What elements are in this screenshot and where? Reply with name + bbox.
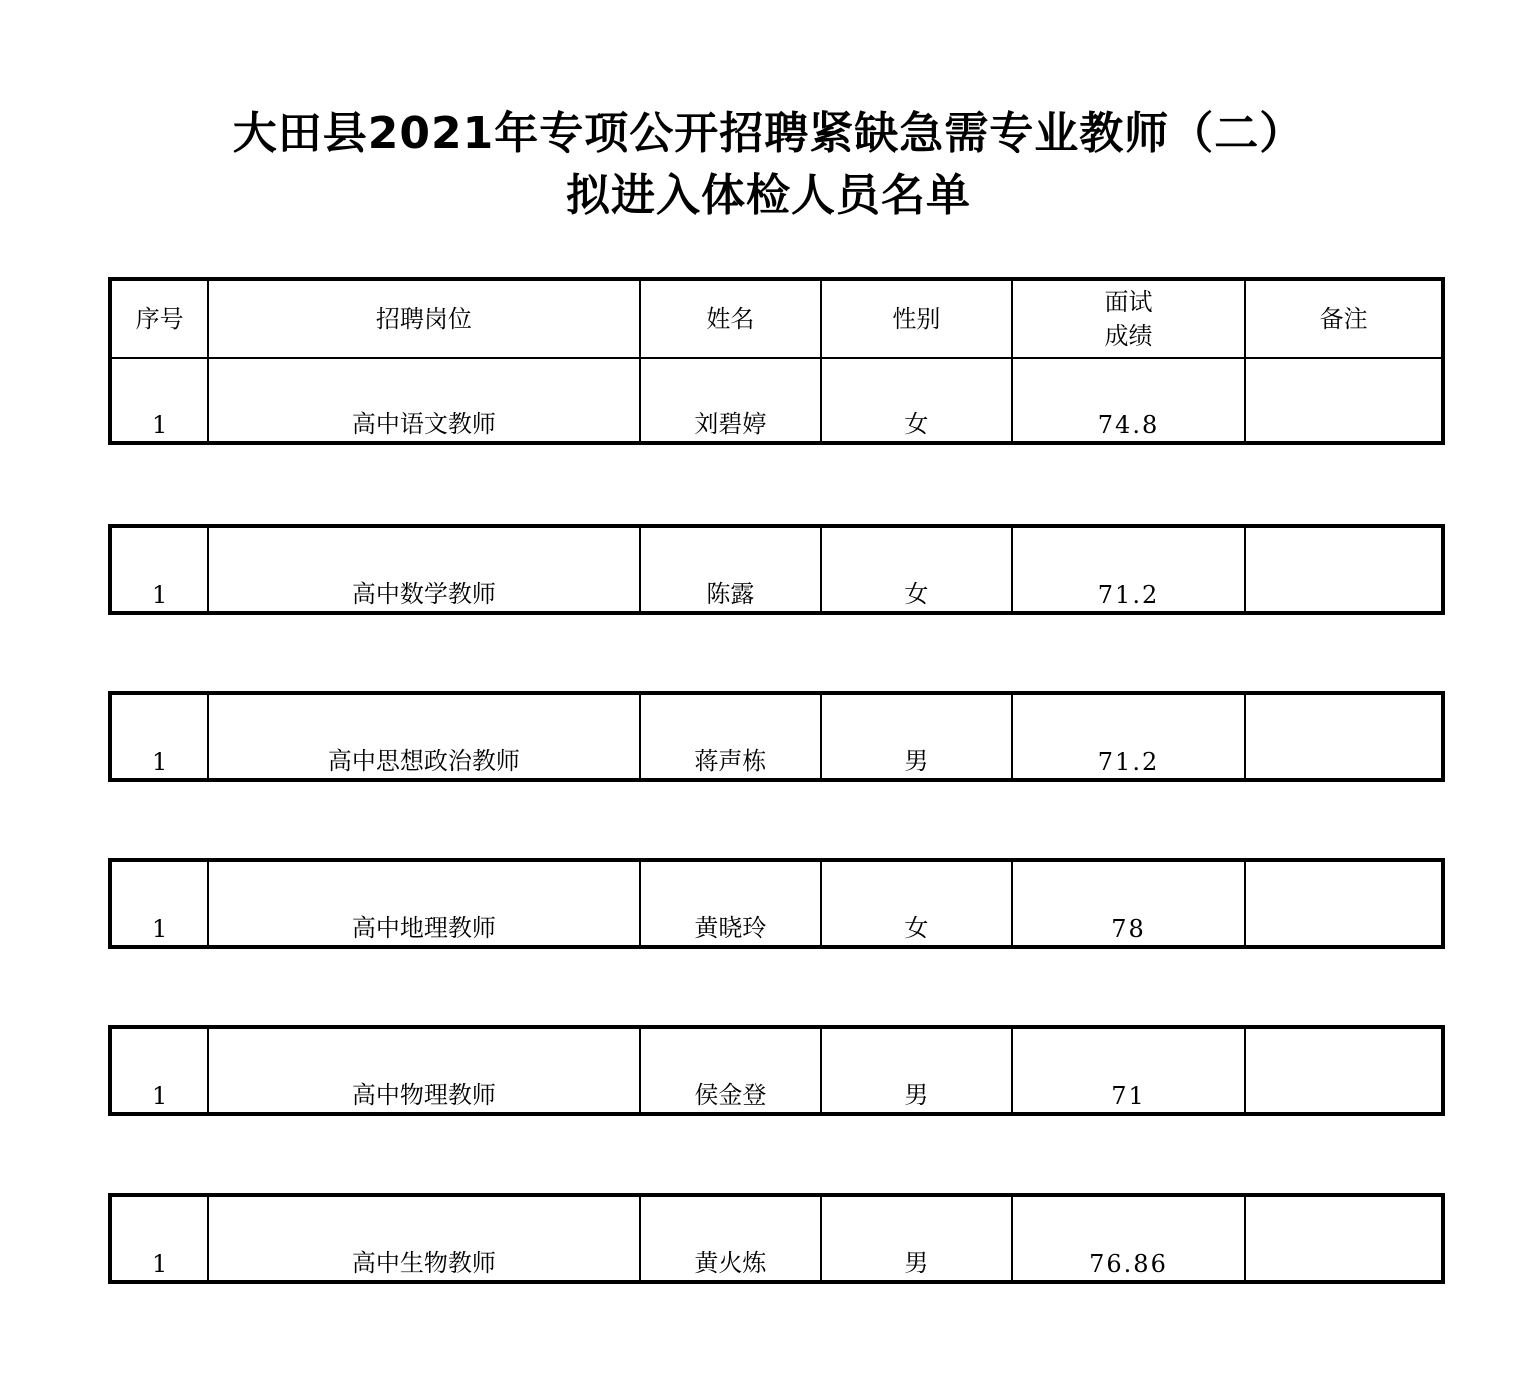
cell-score: 71.2	[1012, 693, 1246, 780]
cell-position: 高中思想政治教师	[208, 693, 639, 780]
cell-index: 1	[110, 1027, 208, 1114]
header-name: 姓名	[640, 279, 822, 358]
cell-position: 高中生物教师	[208, 1195, 639, 1282]
header-gender: 性别	[821, 279, 1012, 358]
cell-remark	[1245, 526, 1443, 613]
cell-score: 74.8	[1012, 358, 1246, 443]
candidate-table-4	[108, 858, 1445, 949]
cell-score: 71	[1012, 1027, 1246, 1114]
cell-index: 1	[110, 693, 208, 780]
header-index: 序号	[110, 279, 208, 358]
table-row	[110, 358, 1443, 443]
cell-name: 黄晓玲	[640, 860, 822, 947]
cell-remark	[1245, 1027, 1443, 1114]
cell-name: 陈露	[640, 526, 822, 613]
cell-name: 侯金登	[640, 1027, 822, 1114]
table-row	[110, 1195, 1443, 1282]
cell-position: 高中地理教师	[208, 860, 639, 947]
table-header-row	[110, 279, 1443, 358]
cell-gender: 男	[821, 693, 1012, 780]
cell-score: 78	[1012, 860, 1246, 947]
cell-position: 高中物理教师	[208, 1027, 639, 1114]
header-score-line-2: 成绩	[1104, 322, 1153, 350]
header-score-line-1: 面试	[1104, 288, 1153, 316]
cell-remark	[1245, 693, 1443, 780]
cell-index: 1	[110, 1195, 208, 1282]
cell-name: 蒋声栋	[640, 693, 822, 780]
cell-gender: 女	[821, 358, 1012, 443]
cell-remark	[1245, 358, 1443, 443]
document-title-line-1: 大田县2021年专项公开招聘紧缺急需专业教师（二）	[232, 108, 1305, 159]
cell-position: 高中语文教师	[208, 358, 639, 443]
cell-position: 高中数学教师	[208, 526, 639, 613]
cell-gender: 男	[821, 1195, 1012, 1282]
candidate-table-5	[108, 1025, 1445, 1116]
table-row	[110, 526, 1443, 613]
cell-name: 黄火炼	[640, 1195, 822, 1282]
cell-gender: 女	[821, 860, 1012, 947]
candidate-table-3	[108, 691, 1445, 782]
cell-gender: 女	[821, 526, 1012, 613]
cell-score: 76.86	[1012, 1195, 1246, 1282]
cell-name: 刘碧婷	[640, 358, 822, 443]
cell-index: 1	[110, 860, 208, 947]
header-interview-score	[1012, 279, 1246, 358]
document-title-line-2: 拟进入体检人员名单	[566, 170, 971, 221]
cell-score: 71.2	[1012, 526, 1246, 613]
table-row	[110, 860, 1443, 947]
cell-remark	[1245, 1195, 1443, 1282]
candidate-table-6	[108, 1193, 1445, 1284]
candidate-table-2	[108, 524, 1445, 615]
candidate-table-1	[108, 277, 1445, 445]
header-position: 招聘岗位	[208, 279, 639, 358]
cell-gender: 男	[821, 1027, 1012, 1114]
cell-remark	[1245, 860, 1443, 947]
cell-index: 1	[110, 526, 208, 613]
header-remark: 备注	[1245, 279, 1443, 358]
table-row	[110, 693, 1443, 780]
cell-index: 1	[110, 358, 208, 443]
table-row	[110, 1027, 1443, 1114]
